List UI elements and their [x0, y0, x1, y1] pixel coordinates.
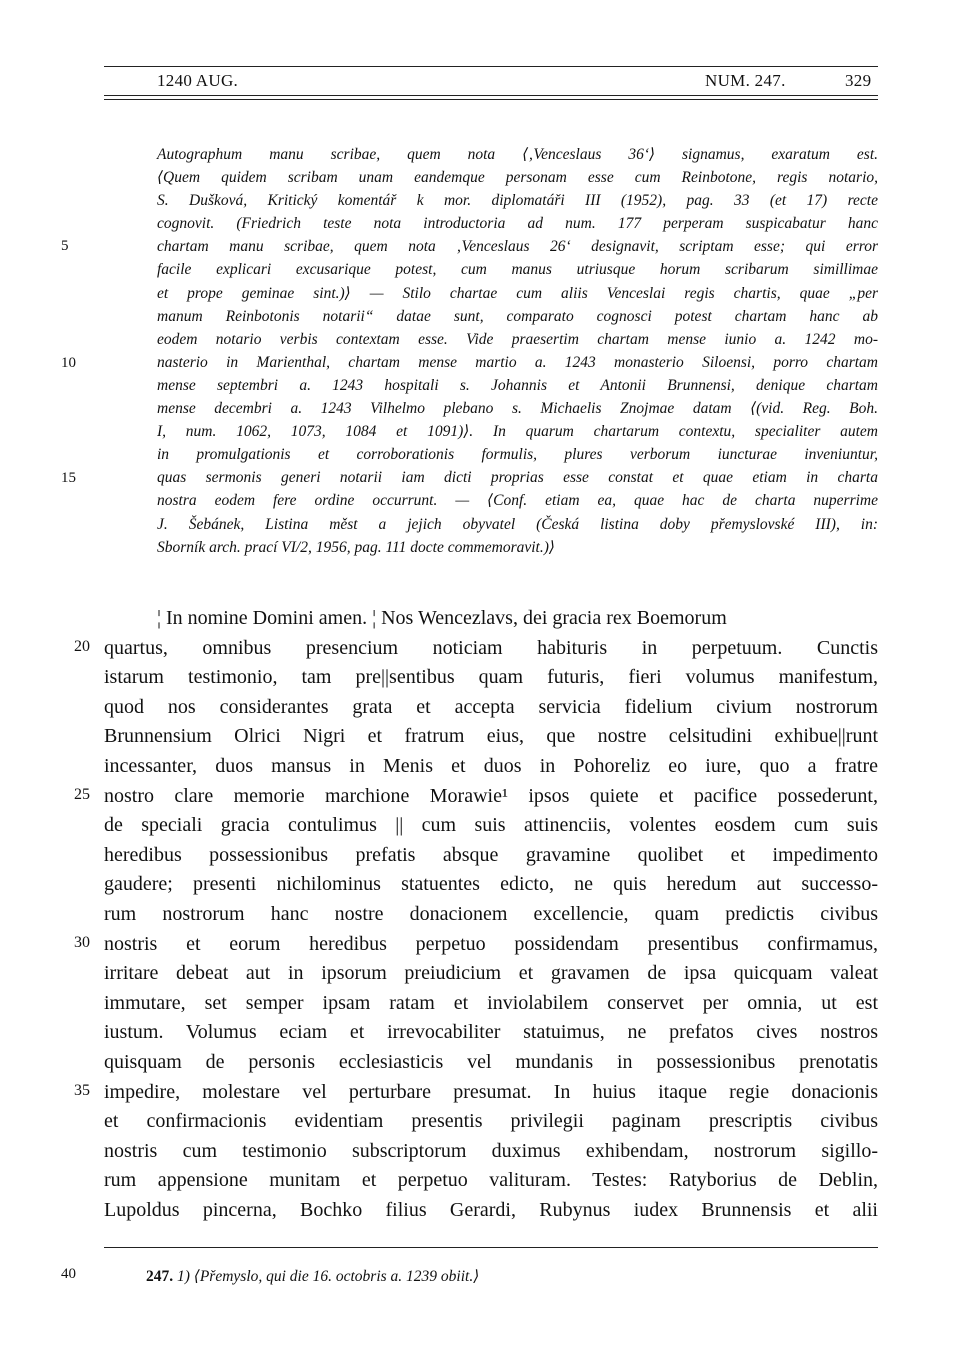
line-number: 20 [74, 638, 90, 655]
charter-line: Lupoldus pincerna, Bochko filius Gerardi, Rubynus iudex Brunnensis et alii [104, 1198, 878, 1221]
intro-line: et prope geminae sint.)⟩ — Stilo chartae cum aliis Venceslai regis chartis, quae „per [157, 284, 878, 302]
footnote-separator [104, 1247, 878, 1248]
header-date: 1240 AUG. [157, 71, 239, 90]
header-document-number: NUM. 247. [705, 71, 786, 90]
intro-line: mense decembri a. 1243 Vilhelmo plebano s. Michaelis Znojmae datam ⟨(vid. Reg. Boh. [157, 400, 878, 418]
intro-line: I, num. 1062, 1073, 1084 et 1091)⟩. In quarum chartarum contextu, specialiter autem [157, 423, 878, 441]
footnote-number: 247. [146, 1268, 174, 1285]
charter-line: rum appensione munitam et perpetuo valituram. Testes: Ratyborius de Deblin, [104, 1169, 878, 1192]
intro-line: eodem notario verbis contextam esse. Vide praesertim chartam mense iunio a. 1242 mo- [157, 330, 878, 348]
line-number: 40 [61, 1266, 76, 1282]
charter-line: rum nostrorum hanc nostre donacionem excellencie, quam predictis civibus [104, 902, 878, 925]
intro-paragraph [157, 143, 878, 559]
charter-line: irritare debeat aut in ipsorum preiudicium et gravamen de ipsa quicquam valeat [104, 962, 878, 985]
intro-line: cognovit. (Friedrich teste nota introductoria ad num. 177 perperam suspicabatur hanc [157, 215, 878, 233]
intro-line: mense septembri a. 1243 hospitali s. Johannis et Antonii Brunnensi, denique chartam [157, 376, 878, 394]
footnote-text: 1) ⟨Přemyslo, qui die 16. octobris a. 1239 obiit.⟩ [177, 1268, 480, 1285]
charter-line: Brunnensium Olrici Nigri et fratrum eius, que nostre celsitudini exhibue||runt [104, 725, 878, 748]
charter-line: nostris et eorum heredibus perpetuo possidendam presentibus confirmamus, [104, 932, 878, 955]
intro-line: S. Dušková, Kritický komentář k mor. diplomatáři III (1952), pag. 33 (et 17) recte [157, 192, 878, 210]
header-bottom-rule-2 [104, 99, 878, 100]
intro-line: Autographum manu scribae, quem nota ⟨‚Venceslaus 36‘⟩ signamus, exaratum est. [157, 146, 878, 163]
charter-line: immutare, set semper ipsam ratam et inviolabilem conservet per omnia, ut est [104, 991, 878, 1014]
header-top-rule [104, 66, 878, 67]
charter-line: impedire, molestare vel perturbare presumat. In huius itaque regie donacionis [104, 1080, 878, 1103]
charter-line: quisquam de personis ecclesiasticis vel mundanis in possessionibus prenotatis [104, 1050, 878, 1073]
line-number: 10 [61, 355, 76, 371]
charter-line: iustum. Volumus eciam et irrevocabiliter statuimus, ne prefatos cives nostros [104, 1021, 878, 1044]
line-number: 35 [74, 1082, 90, 1099]
charter-line: istarum testimonio, tam pre||sentibus quam futuris, fieri volumus manifestum, [104, 666, 878, 689]
line-number: 15 [61, 470, 76, 486]
charter-line: quod nos considerantes grata et accepta servicia fidelium civium nostrorum [104, 695, 878, 718]
line-number: 30 [74, 934, 90, 951]
intro-line: in promulgationis et corroborationis formulis, plures verborum iuncturae inveniuntur, [157, 446, 878, 464]
charter-line: et confirmacionis evidentiam presentis privilegii paginam prescriptis civibus [104, 1110, 878, 1133]
page-number: 329 [845, 71, 872, 90]
charter-line: ¦ In nomine Domini amen. ¦ Nos Wencezlavs, dei gracia rex Boemorum [157, 607, 727, 629]
charter-line: incessanter, duos mansus in Menis et duos in Pohoreliz eo iure, quo a fratre [104, 754, 878, 777]
charter-line: nostro clare memorie marchione Morawie¹ ipsos quiete et pacifice possederunt, [104, 784, 878, 807]
line-number: 25 [74, 786, 90, 803]
intro-line: quas sermonis generi notarii iam dicti proprias esse constat et quae etiam in charta [157, 469, 878, 487]
intro-line: manum Reinbotonis notarii“ datae sunt, comparato cognosci potest chartam hanc ab [157, 307, 878, 325]
intro-line: facile explicari excusarique potest, cum manus utriusque horum scribarum simillimae [157, 261, 878, 279]
intro-line: nasterio in Marienthal, chartam mense martio a. 1243 monasterio Siloensi, porro chartam [157, 353, 878, 371]
intro-line: Sborník arch. prací VI/2, 1956, pag. 111 docte commemoravit.)⟩ [157, 538, 555, 556]
header-bottom-rule [104, 95, 878, 96]
charter-line: heredibus possessionibus prefatis absque gravamine quolibet et impedimento [104, 843, 878, 866]
footnote [104, 1267, 479, 1286]
charter-line: quartus, omnibus presencium noticiam habituris in perpetuum. Cunctis [104, 636, 878, 659]
intro-line: chartam manu scribae, quem nota ‚Venceslaus 26‘ designavit, scriptam esse; qui error [157, 238, 878, 256]
charter-line: de speciali gracia contulimus || cum suis attinenciis, volentes eosdem cum suis [104, 814, 878, 837]
intro-line: nostra eodem fere ordine occurrunt. — ⟨Conf. etiam ea, quae hac de charta nuperrime [157, 492, 878, 510]
intro-line: ⟨Quem quidem scribam unam eandemque personam esse cum Reinbotone, regis notario, [157, 169, 878, 187]
charter-line: nostris cum testimonio subscriptorum duximus exhibendam, nostrorum sigillo- [104, 1139, 878, 1162]
line-number: 5 [61, 238, 69, 254]
charter-text [104, 604, 878, 1225]
intro-line: J. Šebánek, Listina měst a jejich obyvatel (Česká listina doby přemyslovské III), in: [157, 515, 878, 533]
charter-line: gaudere; presenti nichilominus statuentes edicto, ne quis heredum aut successo- [104, 873, 878, 896]
